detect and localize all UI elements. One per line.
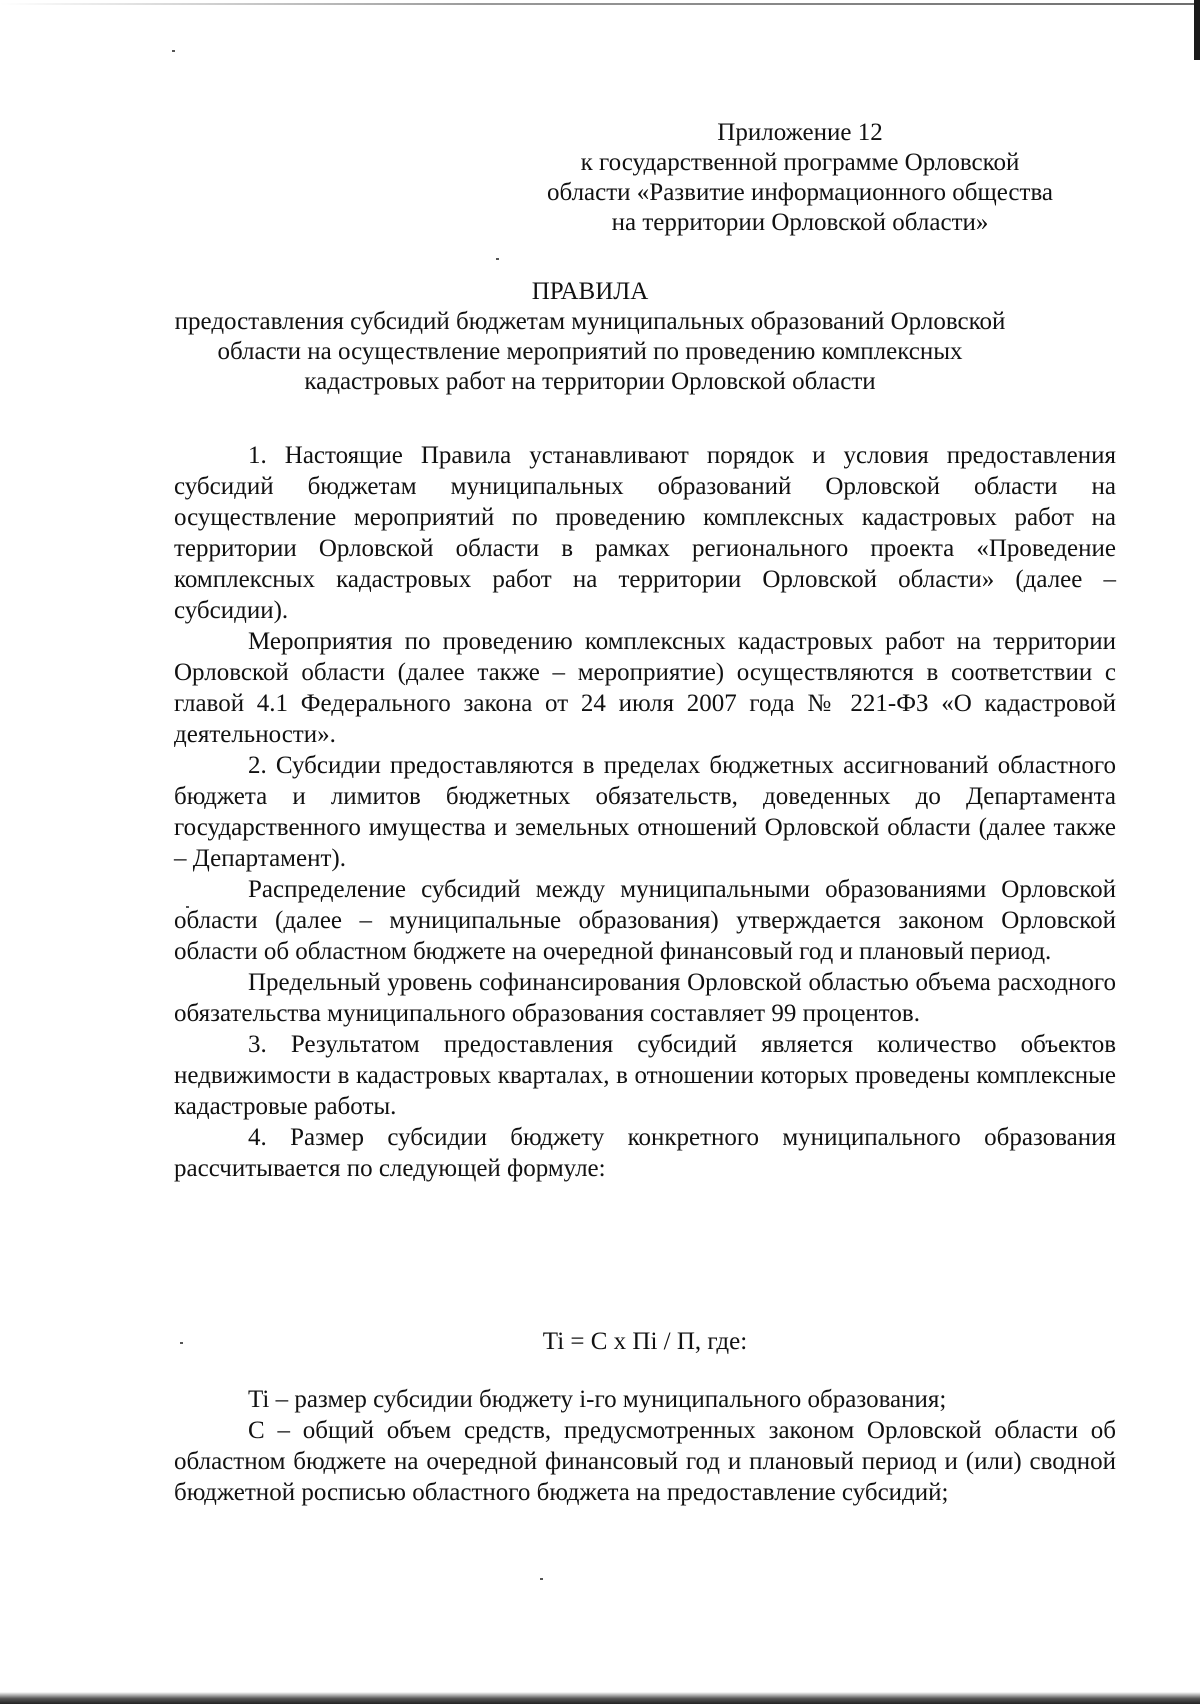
scan-right-border [1194, 0, 1200, 60]
document-subtitle-line: области на осуществление мероприятий по проведению комплексных [217, 338, 963, 365]
definition-item: Ti – размер субсидии бюджету i-го муниципального образования; [248, 1386, 947, 1413]
paragraph: 4. Размер субсидии бюджету конкретного муниципального образования рассчитывается по следующей формуле: [174, 1124, 1116, 1182]
header-line: на территории Орловской области» [611, 209, 989, 236]
subsidy-formula: Ti = C х Пi / П, где: [542, 1328, 748, 1355]
scan-speck [496, 258, 499, 260]
definition-item: С – общий объем средств, предусмотренных законом Орловской области об областном бюджете на очередной финансовый год и плановый период и (или) сводной бюджетной росписью областного бюджета на предоставление субсидий; [174, 1417, 1116, 1506]
document-subtitle-line: предоставления субсидий бюджетам муниципальных образований Орловской [174, 308, 1006, 335]
scan-speck [540, 1578, 543, 1580]
header-line: к государственной программе Орловской [580, 149, 1020, 176]
header-line: Приложение 12 [717, 119, 883, 146]
paragraph: 3. Результатом предоставления субсидий является количество объектов недвижимости в кадастровых кварталах, в отношении которых проведены комплексные кадастровые работы. [174, 1031, 1116, 1120]
formula-definitions [174, 1384, 1116, 1508]
appendix-header [520, 118, 1080, 238]
document-title-block [150, 277, 1030, 397]
scan-bottom-border [0, 1692, 1200, 1704]
document-subtitle-line: кадастровых работ на территории Орловской области [304, 368, 876, 395]
paragraph: Предельный уровень софинансирования Орловской областью объема расходного обязательства муниципального образования составляет 99 процентов. [174, 969, 1116, 1027]
paragraph: 2. Субсидии предоставляются в пределах бюджетных ассигнований областного бюджета и лимитов бюджетных обязательств, доведенных до Департамента государственного имущества и земельных отношений Орловской области (далее также – Департамент). [174, 752, 1116, 872]
scan-top-border [0, 3, 1200, 5]
document-title: ПРАВИЛА [531, 278, 649, 305]
paragraph: 1. Настоящие Правила устанавливают порядок и условия предоставления субсидий бюджетам муниципальных образований Орловской области на осуществление мероприятий по проведению комплексных кадастровых работ на территории Орловской области в рамках регионального проекта «Проведение комплексных кадастровых работ на территории Орловской области» (далее – субсидии). [174, 442, 1116, 624]
paragraph: Мероприятия по проведению комплексных кадастровых работ на территории Орловской области (далее также – мероприятие) осуществляются в соответствии с главой 4.1 Федерального закона от 24 июля 2007 года № 221-ФЗ «О кадастровой деятельности». [174, 628, 1116, 748]
header-line: области «Развитие информационного общества [546, 179, 1054, 206]
document-body [174, 440, 1116, 1184]
paragraph: Распределение субсидий между муниципальными образованиями Орловской области (далее – муниципальные образования) утверждается законом Орловской области об областном бюджете на очередной финансовый год и плановый период. [174, 876, 1116, 965]
scan-speck [172, 50, 175, 52]
